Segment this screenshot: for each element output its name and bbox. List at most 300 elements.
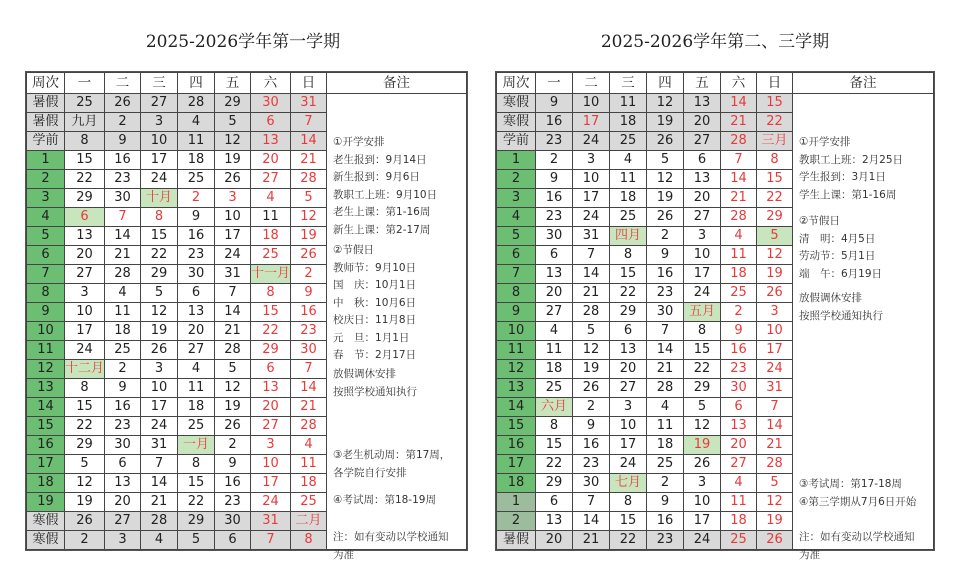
- remark-line: 注：如有变动以学校通知: [799, 531, 915, 543]
- week-label: 7: [27, 265, 65, 284]
- day-cell: 27: [721, 455, 757, 474]
- day-cell: 25: [647, 455, 684, 474]
- remark-line: 学生报到：3月1日: [799, 171, 886, 183]
- remark-line: 清 明：4月5日: [799, 232, 876, 245]
- day-cell: 4: [178, 113, 215, 132]
- column-header: 六: [721, 73, 757, 94]
- semester2-calendar: [495, 71, 935, 561]
- day-cell: 27: [684, 208, 721, 227]
- day-cell: 19: [757, 512, 793, 531]
- day-cell: 4: [721, 474, 757, 493]
- column-header: 备注: [793, 73, 934, 94]
- day-cell: 二月: [291, 512, 327, 531]
- day-cell: 25: [105, 341, 141, 360]
- day-cell: 5: [684, 398, 721, 417]
- day-cell: 23: [105, 417, 141, 436]
- day-cell: 31: [251, 512, 291, 531]
- week-label: 14: [27, 398, 65, 417]
- day-cell: 13: [178, 303, 215, 322]
- remark-line: 放假调休安排: [799, 292, 862, 304]
- remarks-cell: [327, 94, 467, 561]
- day-cell: 23: [721, 360, 757, 379]
- week-label: 1: [497, 151, 536, 170]
- day-cell: 26: [757, 284, 793, 303]
- day-cell: 11: [105, 303, 141, 322]
- day-cell: 27: [251, 417, 291, 436]
- day-cell: 18: [251, 227, 291, 246]
- day-cell: 24: [141, 417, 178, 436]
- week-label: 寒假: [497, 113, 536, 132]
- day-cell: 9: [178, 208, 215, 227]
- remark-block: [333, 492, 436, 510]
- day-cell: 18: [721, 512, 757, 531]
- day-cell: 26: [105, 94, 141, 113]
- day-cell: 4: [105, 284, 141, 303]
- remark-line: 为准: [799, 548, 820, 561]
- day-cell: 6: [178, 284, 215, 303]
- remark-line: ④第三学期从7月6日开始: [799, 495, 917, 508]
- remark-line: 各学院自行安排: [333, 466, 407, 479]
- day-cell: 26: [647, 208, 684, 227]
- day-cell: 30: [721, 379, 757, 398]
- day-cell: 24: [65, 341, 105, 360]
- day-cell: 13: [536, 265, 573, 284]
- day-cell: 17: [141, 398, 178, 417]
- day-cell: 6: [251, 113, 291, 132]
- day-cell: 6: [65, 208, 105, 227]
- day-cell: 23: [291, 322, 327, 341]
- week-label: 12: [497, 360, 536, 379]
- day-cell: 23: [536, 208, 573, 227]
- day-cell: 13: [536, 512, 573, 531]
- remark-line: 老生上课：第1-16周: [333, 206, 431, 218]
- day-cell: 9: [721, 322, 757, 341]
- day-cell: 11: [291, 455, 327, 474]
- day-cell: 20: [684, 189, 721, 208]
- day-cell: 15: [65, 398, 105, 417]
- remarks-cell: [793, 94, 934, 561]
- week-label: 14: [497, 398, 536, 417]
- column-header: 一: [536, 73, 573, 94]
- day-cell: 30: [291, 341, 327, 360]
- week-label: 2: [497, 170, 536, 189]
- day-cell: 26: [647, 132, 684, 151]
- day-cell: 25: [536, 379, 573, 398]
- day-cell: 17: [215, 227, 251, 246]
- week-label: 3: [27, 189, 65, 208]
- day-cell: 11: [536, 341, 573, 360]
- day-cell: 24: [215, 246, 251, 265]
- day-cell: 30: [573, 474, 610, 493]
- week-label: 19: [27, 493, 65, 512]
- day-cell: 11: [178, 132, 215, 151]
- day-cell: 17: [251, 474, 291, 493]
- day-cell: 16: [573, 436, 610, 455]
- day-cell: 11: [721, 246, 757, 265]
- week-label: 寒假: [497, 94, 536, 113]
- day-cell: 31: [215, 265, 251, 284]
- semester2-title: 2025-2026学年第二、三学期: [600, 32, 830, 52]
- week-label: 寒假: [27, 531, 65, 550]
- day-cell: 8: [251, 284, 291, 303]
- week-label: 暑假: [27, 113, 65, 132]
- week-label: 9: [27, 303, 65, 322]
- column-header: 五: [684, 73, 721, 94]
- day-cell: 23: [647, 531, 684, 550]
- day-cell: 16: [291, 303, 327, 322]
- day-cell: 14: [573, 265, 610, 284]
- week-label: 17: [497, 455, 536, 474]
- remark-line: 中 秋：10月6日: [333, 296, 417, 309]
- day-cell: 2: [291, 265, 327, 284]
- week-label: 12: [27, 360, 65, 379]
- remark-line: 劳动节：5月1日: [799, 250, 876, 262]
- week-label: 10: [497, 322, 536, 341]
- day-cell: 5: [757, 474, 793, 493]
- day-cell: 20: [721, 436, 757, 455]
- day-cell: 14: [141, 474, 178, 493]
- day-cell: 31: [757, 379, 793, 398]
- day-cell: 28: [291, 170, 327, 189]
- day-cell: 26: [684, 455, 721, 474]
- day-cell: 30: [105, 189, 141, 208]
- remark-line: 学生上课：第1-16周: [799, 188, 897, 201]
- day-cell: 5: [215, 113, 251, 132]
- day-cell: 3: [573, 151, 610, 170]
- week-label: 11: [27, 341, 65, 360]
- remark-line: ③老生机动周：第17周，: [333, 449, 451, 461]
- day-cell: 18: [721, 265, 757, 284]
- day-cell: 14: [573, 512, 610, 531]
- day-cell: 10: [141, 132, 178, 151]
- day-cell: 七月: [610, 474, 647, 493]
- day-cell: 8: [536, 417, 573, 436]
- day-cell: 27: [684, 132, 721, 151]
- week-label: 15: [27, 417, 65, 436]
- week-label: 1: [27, 151, 65, 170]
- day-cell: 10: [215, 208, 251, 227]
- day-cell: 14: [757, 417, 793, 436]
- day-cell: 8: [141, 208, 178, 227]
- day-cell: 13: [251, 132, 291, 151]
- remark-line: 放假调休安排: [333, 368, 397, 380]
- day-cell: 25: [721, 531, 757, 550]
- day-cell: 28: [573, 303, 610, 322]
- day-cell: 5: [65, 455, 105, 474]
- day-cell: 23: [178, 246, 215, 265]
- day-cell: 28: [141, 512, 178, 531]
- day-cell: 5: [573, 322, 610, 341]
- week-label: 15: [497, 417, 536, 436]
- remark-line: 按照学校通知执行: [799, 309, 883, 322]
- day-cell: 17: [573, 189, 610, 208]
- column-header: 四: [178, 73, 215, 94]
- day-cell: 4: [141, 531, 178, 550]
- day-cell: 7: [757, 398, 793, 417]
- week-label: 11: [497, 341, 536, 360]
- day-cell: 6: [610, 322, 647, 341]
- day-cell: 16: [105, 151, 141, 170]
- week-label: 4: [27, 208, 65, 227]
- day-cell: 21: [647, 360, 684, 379]
- day-cell: 11: [610, 94, 647, 113]
- remark-line: 教职工上班：9月10日: [333, 188, 438, 201]
- week-label: 13: [27, 379, 65, 398]
- day-cell: 10: [141, 379, 178, 398]
- day-cell: 23: [536, 132, 573, 151]
- day-cell: 4: [536, 322, 573, 341]
- day-cell: 15: [757, 170, 793, 189]
- remark-line: 国 庆：10月1日: [333, 279, 417, 291]
- day-cell: 19: [757, 265, 793, 284]
- remark-block: [333, 134, 437, 239]
- day-cell: 22: [757, 113, 793, 132]
- day-cell: 26: [65, 512, 105, 531]
- day-cell: 23: [647, 284, 684, 303]
- day-cell: 7: [291, 360, 327, 379]
- week-label: 4: [497, 208, 536, 227]
- day-cell: 15: [536, 436, 573, 455]
- day-cell: 12: [647, 94, 684, 113]
- day-cell: 一月: [178, 436, 215, 455]
- day-cell: 10: [65, 303, 105, 322]
- day-cell: 12: [684, 417, 721, 436]
- day-cell: 13: [684, 94, 721, 113]
- week-label: 16: [27, 436, 65, 455]
- day-cell: 15: [251, 303, 291, 322]
- day-cell: 十月: [141, 189, 178, 208]
- day-cell: 7: [647, 322, 684, 341]
- day-cell: 24: [757, 360, 793, 379]
- week-row: [27, 94, 467, 113]
- day-cell: 14: [291, 132, 327, 151]
- day-cell: 6: [215, 531, 251, 550]
- week-row: [497, 94, 934, 113]
- day-cell: 16: [721, 341, 757, 360]
- day-cell: 8: [757, 151, 793, 170]
- week-label: 8: [497, 284, 536, 303]
- day-cell: 20: [251, 398, 291, 417]
- day-cell: 8: [684, 322, 721, 341]
- day-cell: 4: [178, 360, 215, 379]
- week-label: 学前: [27, 132, 65, 151]
- day-cell: 18: [178, 398, 215, 417]
- day-cell: 29: [251, 341, 291, 360]
- remark-block: [799, 529, 915, 564]
- day-cell: 12: [647, 170, 684, 189]
- day-cell: 18: [105, 322, 141, 341]
- day-cell: 4: [721, 227, 757, 246]
- day-cell: 16: [647, 265, 684, 284]
- day-cell: 28: [757, 455, 793, 474]
- day-cell: 12: [291, 208, 327, 227]
- day-cell: 8: [610, 493, 647, 512]
- day-cell: 9: [105, 379, 141, 398]
- week-label: 18: [497, 474, 536, 493]
- day-cell: 7: [251, 531, 291, 550]
- day-cell: 20: [684, 113, 721, 132]
- day-cell: 8: [65, 132, 105, 151]
- day-cell: 7: [573, 493, 610, 512]
- day-cell: 22: [610, 284, 647, 303]
- day-cell: 20: [610, 360, 647, 379]
- day-cell: 17: [573, 113, 610, 132]
- day-cell: 20: [178, 322, 215, 341]
- day-cell: 18: [610, 189, 647, 208]
- day-cell: 21: [215, 322, 251, 341]
- day-cell: 20: [105, 493, 141, 512]
- week-label: 16: [497, 436, 536, 455]
- week-label: 2: [497, 512, 536, 531]
- week-label: 17: [27, 455, 65, 474]
- day-cell: 6: [684, 151, 721, 170]
- day-cell: 22: [251, 322, 291, 341]
- day-cell: 3: [65, 284, 105, 303]
- day-cell: 9: [215, 455, 251, 474]
- day-cell: 12: [757, 493, 793, 512]
- day-cell: 21: [573, 284, 610, 303]
- day-cell: 16: [647, 512, 684, 531]
- day-cell: 9: [105, 132, 141, 151]
- column-header: 周次: [497, 73, 536, 94]
- week-label: 3: [497, 189, 536, 208]
- day-cell: 2: [215, 436, 251, 455]
- day-cell: 四月: [610, 227, 647, 246]
- day-cell: 19: [291, 227, 327, 246]
- day-cell: 2: [65, 531, 105, 550]
- day-cell: 25: [721, 284, 757, 303]
- day-cell: 12: [65, 474, 105, 493]
- day-cell: 17: [610, 436, 647, 455]
- day-cell: 9: [573, 417, 610, 436]
- day-cell: 28: [721, 132, 757, 151]
- day-cell: 28: [721, 208, 757, 227]
- remark-line: ②节假日: [799, 215, 840, 227]
- day-cell: 10: [573, 170, 610, 189]
- day-cell: 29: [610, 303, 647, 322]
- day-cell: 12: [573, 341, 610, 360]
- day-cell: 2: [647, 474, 684, 493]
- day-cell: 27: [251, 170, 291, 189]
- day-cell: 21: [721, 113, 757, 132]
- day-cell: 10: [573, 94, 610, 113]
- column-header: 备注: [327, 73, 467, 94]
- remark-block: [333, 366, 417, 401]
- day-cell: 14: [721, 94, 757, 113]
- day-cell: 19: [215, 398, 251, 417]
- day-cell: 27: [141, 94, 178, 113]
- day-cell: 5: [647, 151, 684, 170]
- day-cell: 30: [215, 512, 251, 531]
- day-cell: 29: [536, 474, 573, 493]
- day-cell: 3: [684, 474, 721, 493]
- day-cell: 28: [291, 417, 327, 436]
- day-cell: 3: [105, 531, 141, 550]
- day-cell: 2: [721, 303, 757, 322]
- day-cell: 24: [610, 455, 647, 474]
- week-label: 5: [27, 227, 65, 246]
- day-cell: 13: [251, 379, 291, 398]
- day-cell: 7: [215, 284, 251, 303]
- day-cell: 2: [647, 227, 684, 246]
- day-cell: 16: [536, 113, 573, 132]
- week-label: 6: [497, 246, 536, 265]
- day-cell: 29: [684, 379, 721, 398]
- remark-block: [799, 290, 883, 325]
- day-cell: 24: [573, 132, 610, 151]
- day-cell: 16: [536, 189, 573, 208]
- column-header: 六: [251, 73, 291, 94]
- remark-line: ③考试周：第17-18周: [799, 478, 902, 490]
- column-header: 三: [610, 73, 647, 94]
- remark-block: [799, 476, 916, 511]
- day-cell: 17: [684, 512, 721, 531]
- day-cell: 15: [610, 265, 647, 284]
- day-cell: 11: [251, 208, 291, 227]
- day-cell: 13: [610, 341, 647, 360]
- day-cell: 18: [610, 113, 647, 132]
- column-header: 五: [215, 73, 251, 94]
- day-cell: 20: [536, 531, 573, 550]
- day-cell: 3: [251, 436, 291, 455]
- week-label: 10: [27, 322, 65, 341]
- week-label: 学前: [497, 132, 536, 151]
- day-cell: 22: [178, 493, 215, 512]
- day-cell: 30: [251, 94, 291, 113]
- day-cell: 26: [141, 341, 178, 360]
- column-header: 一: [65, 73, 105, 94]
- day-cell: 14: [105, 227, 141, 246]
- day-cell: 5: [215, 360, 251, 379]
- day-cell: 22: [65, 170, 105, 189]
- day-cell: 22: [684, 360, 721, 379]
- day-cell: 19: [215, 151, 251, 170]
- day-cell: 6: [105, 455, 141, 474]
- day-cell: 28: [647, 379, 684, 398]
- day-cell: 19: [65, 493, 105, 512]
- day-cell: 9: [291, 284, 327, 303]
- day-cell: 26: [757, 531, 793, 550]
- day-cell: 3: [610, 398, 647, 417]
- day-cell: 19: [684, 436, 721, 455]
- day-cell: 9: [536, 170, 573, 189]
- column-header: 日: [757, 73, 793, 94]
- day-cell: 六月: [536, 398, 573, 417]
- day-cell: 十二月: [65, 360, 105, 379]
- day-cell: 2: [536, 151, 573, 170]
- day-cell: 21: [291, 151, 327, 170]
- day-cell: 26: [291, 246, 327, 265]
- remark-line: 春 节：2月17日: [333, 349, 417, 361]
- remark-line: 注：如有变动以学校通知: [333, 531, 449, 543]
- day-cell: 14: [721, 170, 757, 189]
- day-cell: 14: [215, 303, 251, 322]
- day-cell: 7: [291, 113, 327, 132]
- day-cell: 10: [610, 417, 647, 436]
- day-cell: 25: [251, 246, 291, 265]
- day-cell: 31: [573, 227, 610, 246]
- day-cell: 27: [105, 512, 141, 531]
- day-cell: 26: [215, 417, 251, 436]
- semester1-calendar: [25, 71, 468, 561]
- day-cell: 22: [757, 189, 793, 208]
- day-cell: 31: [291, 94, 327, 113]
- remark-line: 老生报到：9月14日: [333, 153, 427, 166]
- week-label: 18: [27, 474, 65, 493]
- day-cell: 29: [65, 189, 105, 208]
- day-cell: 16: [105, 398, 141, 417]
- day-cell: 28: [215, 341, 251, 360]
